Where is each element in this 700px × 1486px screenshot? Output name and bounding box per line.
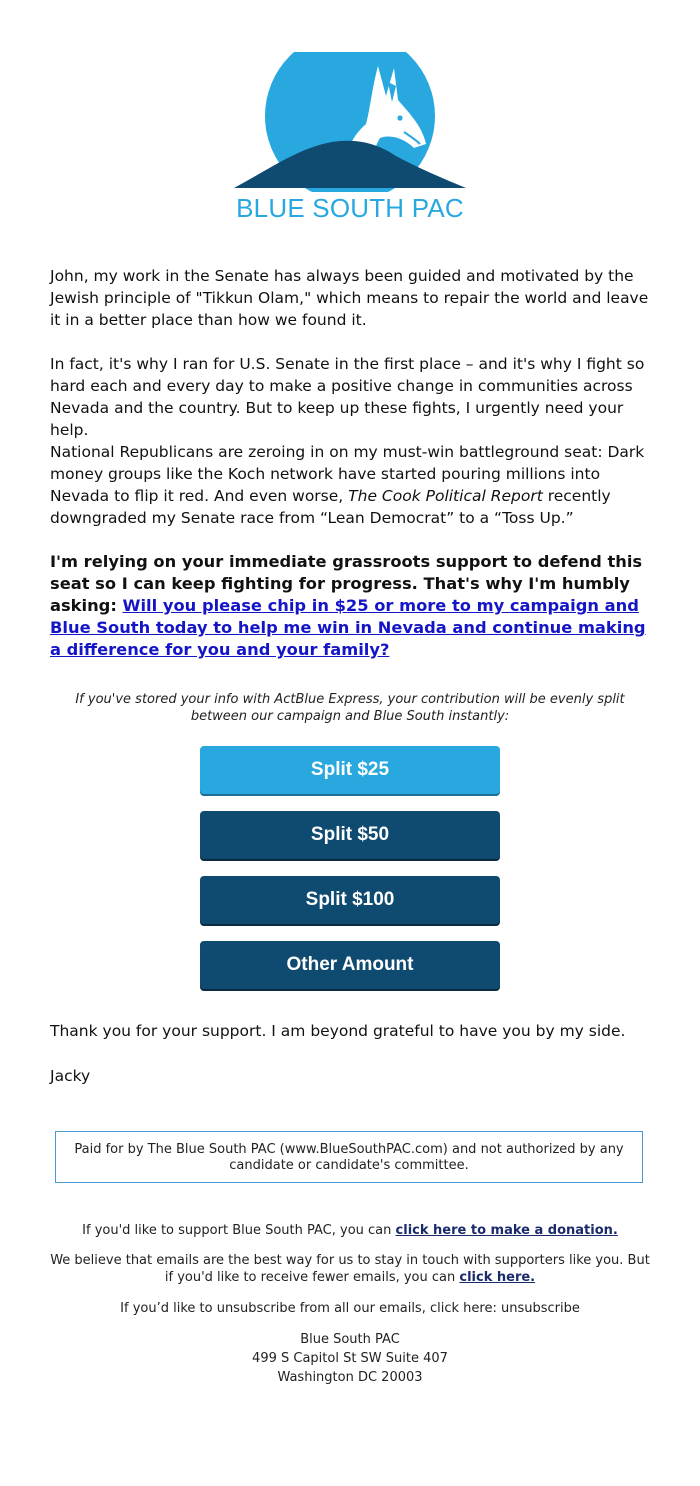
unsubscribe-link[interactable]: unsubscribe	[500, 1301, 580, 1316]
donate-text: If you'd like to support Blue South PAC, you can	[82, 1223, 392, 1238]
fewer-emails-text: We believe that emails are the best way for us to stay in touch with supporters like you. But if you'd like to receive fewer emails, you can	[50, 1253, 650, 1285]
split-25-button[interactable]: Split $25	[200, 746, 500, 794]
thank-you-text: Thank you for your support. I am beyond grateful to have you by my side.	[50, 1022, 626, 1040]
signature: Jacky	[50, 1067, 91, 1085]
logo-hill-shape	[234, 141, 466, 188]
address-line-1: 499 S Capitol St SW Suite 407	[252, 1351, 448, 1366]
fewer-emails-link[interactable]: click here.	[459, 1270, 536, 1285]
footer-donate-line	[50, 1222, 650, 1239]
ask-bold-text: I'm relying on your immediate grassroots support to defend this seat so I can keep fighting for progress. That's why I'm humbly asking:	[50, 552, 643, 615]
org-name: Blue South PAC	[300, 1332, 400, 1347]
paragraph-intro: John, my work in the Senate has always been guided and motivated by the Jewish principle of "Tikkun Olam," which means to repair the world and leave it in a better place than how we found it.	[50, 267, 649, 329]
donkey-logo-icon	[228, 52, 472, 192]
paragraph-why-senate: In fact, it's why I ran for U.S. Senate in the first place – and it's why I fight so hard each and every day to make a positive change in communities across Nevada and the country. But to keep up these fights, I urgently need your help.	[50, 355, 645, 439]
paragraph-ask	[50, 551, 650, 661]
unsubscribe-text: If you’d like to unsubscribe from all our emails, click here:	[120, 1301, 497, 1316]
footer-address	[50, 1330, 650, 1387]
p3-after: recently downgraded my Senate race from “Lean Democrat” to a “Toss Up.”	[50, 487, 611, 527]
paid-for-disclaimer: Paid for by The Blue South PAC (www.BlueSouthPAC.com) and not authorized by any candidate or candidate's committee.	[55, 1131, 643, 1183]
publication-name: The Cook Political Report	[348, 487, 543, 505]
footer-fewer-emails-line	[50, 1252, 650, 1286]
paragraph-republicans	[50, 441, 650, 529]
donation-link[interactable]: click here to make a donation.	[395, 1223, 618, 1238]
logo-text: BLUE SOUTH PAC	[236, 193, 464, 223]
footer-unsubscribe-line	[50, 1300, 650, 1317]
other-amount-button[interactable]: Other Amount	[200, 941, 500, 989]
address-line-2: Washington DC 20003	[277, 1370, 423, 1385]
split-100-button[interactable]: Split $100	[200, 876, 500, 924]
p3-before: National Republicans are zeroing in on my must-win battleground seat: Dark money groups like the Koch network have started pouring millions into Nevada to flip it red. And even worse,	[50, 443, 645, 505]
blue-south-pac-logo	[228, 52, 472, 232]
actblue-note: If you've stored your info with ActBlue Express, your contribution will be evenly split between our campaign and Blue South instantly:	[75, 692, 625, 724]
split-50-button[interactable]: Split $50	[200, 811, 500, 859]
chip-in-link[interactable]: Will you please chip in $25 or more to my campaign and Blue South today to help me win in Nevada and continue making a difference for you and your family?	[50, 596, 646, 659]
